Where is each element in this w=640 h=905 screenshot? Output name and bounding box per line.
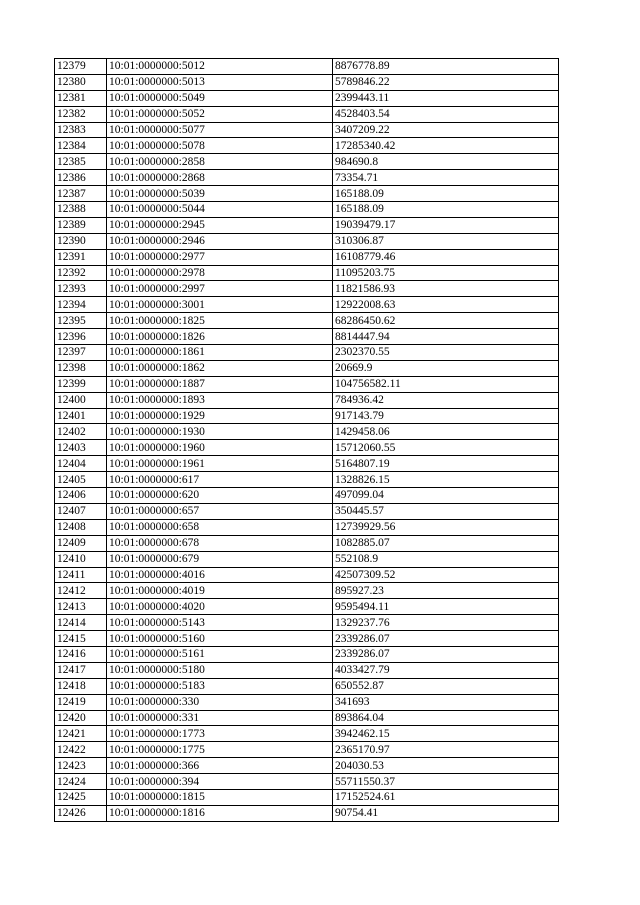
row-number-cell: 12424: [55, 774, 107, 790]
value-cell: 4033427.79: [333, 662, 559, 678]
row-number-cell: 12419: [55, 694, 107, 710]
row-number-cell: 12398: [55, 360, 107, 376]
value-cell: 310306.87: [333, 233, 559, 249]
row-number-cell: 12418: [55, 678, 107, 694]
value-cell: 104756582.11: [333, 376, 559, 392]
row-number-cell: 12407: [55, 503, 107, 519]
row-number-cell: 12390: [55, 233, 107, 249]
row-number-cell: 12389: [55, 217, 107, 233]
cadastral-number-cell: 10:01:0000000:366: [107, 758, 333, 774]
row-number-cell: 12403: [55, 440, 107, 456]
table-row: [55, 202, 559, 218]
table-row: [55, 694, 559, 710]
cadastral-number-cell: 10:01:0000000:1930: [107, 424, 333, 440]
table-row: [55, 360, 559, 376]
cadastral-number-cell: 10:01:0000000:1862: [107, 360, 333, 376]
cadastral-number-cell: 10:01:0000000:2977: [107, 249, 333, 265]
row-number-cell: 12393: [55, 281, 107, 297]
cadastral-number-cell: 10:01:0000000:5160: [107, 631, 333, 647]
value-cell: 204030.53: [333, 758, 559, 774]
cadastral-number-cell: 10:01:0000000:1861: [107, 345, 333, 361]
value-cell: 17285340.42: [333, 138, 559, 154]
table-row: [55, 551, 559, 567]
table-row: [55, 170, 559, 186]
value-cell: 12739929.56: [333, 519, 559, 535]
table-row: [55, 503, 559, 519]
cadastral-number-cell: 10:01:0000000:5044: [107, 202, 333, 218]
row-number-cell: 12425: [55, 789, 107, 805]
table-row: [55, 774, 559, 790]
value-cell: 1328826.15: [333, 472, 559, 488]
row-number-cell: 12382: [55, 106, 107, 122]
cadastral-number-cell: 10:01:0000000:5052: [107, 106, 333, 122]
value-cell: 2365170.97: [333, 742, 559, 758]
row-number-cell: 12397: [55, 345, 107, 361]
value-cell: 350445.57: [333, 503, 559, 519]
table-row: [55, 59, 559, 75]
table-row: [55, 789, 559, 805]
value-cell: 42507309.52: [333, 567, 559, 583]
row-number-cell: 12380: [55, 74, 107, 90]
table-row: [55, 726, 559, 742]
row-number-cell: 12388: [55, 202, 107, 218]
cadastral-number-cell: 10:01:0000000:1825: [107, 313, 333, 329]
cadastral-number-cell: 10:01:0000000:1773: [107, 726, 333, 742]
table-row: [55, 376, 559, 392]
table-row: [55, 440, 559, 456]
cadastral-number-cell: 10:01:0000000:5077: [107, 122, 333, 138]
cadastral-number-cell: 10:01:0000000:2858: [107, 154, 333, 170]
table-row: [55, 646, 559, 662]
value-cell: 12922008.63: [333, 297, 559, 313]
value-cell: 984690.8: [333, 154, 559, 170]
row-number-cell: 12385: [55, 154, 107, 170]
table-row: [55, 297, 559, 313]
table-row: [55, 154, 559, 170]
value-cell: 1082885.07: [333, 535, 559, 551]
row-number-cell: 12409: [55, 535, 107, 551]
value-cell: 784936.42: [333, 392, 559, 408]
value-cell: 20669.9: [333, 360, 559, 376]
value-cell: 5164807.19: [333, 456, 559, 472]
row-number-cell: 12386: [55, 170, 107, 186]
cadastral-number-cell: 10:01:0000000:331: [107, 710, 333, 726]
value-cell: 19039479.17: [333, 217, 559, 233]
value-cell: 2302370.55: [333, 345, 559, 361]
row-number-cell: 12404: [55, 456, 107, 472]
row-number-cell: 12415: [55, 631, 107, 647]
table-row: [55, 678, 559, 694]
cadastral-number-cell: 10:01:0000000:5039: [107, 186, 333, 202]
table-row: [55, 233, 559, 249]
cadastral-number-cell: 10:01:0000000:617: [107, 472, 333, 488]
table-row: [55, 599, 559, 615]
row-number-cell: 12414: [55, 615, 107, 631]
table-row: [55, 186, 559, 202]
cadastral-number-cell: 10:01:0000000:1893: [107, 392, 333, 408]
value-cell: 73354.71: [333, 170, 559, 186]
table-row: [55, 758, 559, 774]
row-number-cell: 12411: [55, 567, 107, 583]
table-row: [55, 106, 559, 122]
value-cell: 3942462.15: [333, 726, 559, 742]
cadastral-number-cell: 10:01:0000000:3001: [107, 297, 333, 313]
row-number-cell: 12379: [55, 59, 107, 75]
row-number-cell: 12387: [55, 186, 107, 202]
table-row: [55, 345, 559, 361]
value-cell: 68286450.62: [333, 313, 559, 329]
row-number-cell: 12392: [55, 265, 107, 281]
row-number-cell: 12421: [55, 726, 107, 742]
row-number-cell: 12399: [55, 376, 107, 392]
value-cell: 893864.04: [333, 710, 559, 726]
table-row: [55, 392, 559, 408]
cadastral-number-cell: 10:01:0000000:1775: [107, 742, 333, 758]
row-number-cell: 12417: [55, 662, 107, 678]
row-number-cell: 12420: [55, 710, 107, 726]
cadastral-number-cell: 10:01:0000000:4019: [107, 583, 333, 599]
cadastral-number-cell: 10:01:0000000:5143: [107, 615, 333, 631]
table-row: [55, 488, 559, 504]
row-number-cell: 12396: [55, 329, 107, 345]
table-row: [55, 456, 559, 472]
value-cell: 55711550.37: [333, 774, 559, 790]
value-cell: 16108779.46: [333, 249, 559, 265]
cadastral-number-cell: 10:01:0000000:2945: [107, 217, 333, 233]
table-row: [55, 710, 559, 726]
row-number-cell: 12426: [55, 805, 107, 821]
cadastral-number-cell: 10:01:0000000:5180: [107, 662, 333, 678]
value-cell: 917143.79: [333, 408, 559, 424]
cadastral-number-cell: 10:01:0000000:5161: [107, 646, 333, 662]
value-cell: 8814447.94: [333, 329, 559, 345]
cadastral-number-cell: 10:01:0000000:1929: [107, 408, 333, 424]
cadastral-number-cell: 10:01:0000000:5078: [107, 138, 333, 154]
table-row: [55, 74, 559, 90]
table-row: [55, 535, 559, 551]
table-row: [55, 615, 559, 631]
value-cell: 90754.41: [333, 805, 559, 821]
value-cell: 895927.23: [333, 583, 559, 599]
value-cell: 4528403.54: [333, 106, 559, 122]
row-number-cell: 12395: [55, 313, 107, 329]
table-row: [55, 217, 559, 233]
table-row: [55, 742, 559, 758]
table-row: [55, 265, 559, 281]
row-number-cell: 12400: [55, 392, 107, 408]
value-cell: 9595494.11: [333, 599, 559, 615]
row-number-cell: 12408: [55, 519, 107, 535]
table-body: [55, 59, 559, 822]
table-row: [55, 472, 559, 488]
row-number-cell: 12394: [55, 297, 107, 313]
cadastral-number-cell: 10:01:0000000:394: [107, 774, 333, 790]
cadastral-number-cell: 10:01:0000000:2946: [107, 233, 333, 249]
cadastral-number-cell: 10:01:0000000:5049: [107, 90, 333, 106]
cadastral-number-cell: 10:01:0000000:1816: [107, 805, 333, 821]
table-row: [55, 662, 559, 678]
table-row: [55, 805, 559, 821]
value-cell: 5789846.22: [333, 74, 559, 90]
row-number-cell: 12405: [55, 472, 107, 488]
cadastral-number-cell: 10:01:0000000:2868: [107, 170, 333, 186]
cadastral-number-cell: 10:01:0000000:679: [107, 551, 333, 567]
row-number-cell: 12422: [55, 742, 107, 758]
row-number-cell: 12381: [55, 90, 107, 106]
value-cell: 497099.04: [333, 488, 559, 504]
data-table: [54, 58, 559, 822]
value-cell: 1329237.76: [333, 615, 559, 631]
cadastral-number-cell: 10:01:0000000:330: [107, 694, 333, 710]
cadastral-number-cell: 10:01:0000000:1887: [107, 376, 333, 392]
row-number-cell: 12423: [55, 758, 107, 774]
cadastral-number-cell: 10:01:0000000:658: [107, 519, 333, 535]
row-number-cell: 12406: [55, 488, 107, 504]
value-cell: 15712060.55: [333, 440, 559, 456]
value-cell: 1429458.06: [333, 424, 559, 440]
table-row: [55, 424, 559, 440]
value-cell: 2339286.07: [333, 646, 559, 662]
row-number-cell: 12401: [55, 408, 107, 424]
cadastral-number-cell: 10:01:0000000:5013: [107, 74, 333, 90]
table-row: [55, 329, 559, 345]
value-cell: 165188.09: [333, 186, 559, 202]
cadastral-number-cell: 10:01:0000000:1815: [107, 789, 333, 805]
value-cell: 2399443.11: [333, 90, 559, 106]
row-number-cell: 12412: [55, 583, 107, 599]
table-row: [55, 313, 559, 329]
table-row: [55, 138, 559, 154]
row-number-cell: 12383: [55, 122, 107, 138]
table-row: [55, 567, 559, 583]
cadastral-number-cell: 10:01:0000000:2997: [107, 281, 333, 297]
cadastral-number-cell: 10:01:0000000:4020: [107, 599, 333, 615]
row-number-cell: 12410: [55, 551, 107, 567]
table-row: [55, 281, 559, 297]
cadastral-number-cell: 10:01:0000000:5183: [107, 678, 333, 694]
cadastral-number-cell: 10:01:0000000:620: [107, 488, 333, 504]
value-cell: 3407209.22: [333, 122, 559, 138]
table-row: [55, 408, 559, 424]
cadastral-number-cell: 10:01:0000000:4016: [107, 567, 333, 583]
value-cell: 165188.09: [333, 202, 559, 218]
table-row: [55, 90, 559, 106]
row-number-cell: 12391: [55, 249, 107, 265]
table-row: [55, 583, 559, 599]
value-cell: 11821586.93: [333, 281, 559, 297]
row-number-cell: 12402: [55, 424, 107, 440]
cadastral-number-cell: 10:01:0000000:5012: [107, 59, 333, 75]
row-number-cell: 12416: [55, 646, 107, 662]
row-number-cell: 12413: [55, 599, 107, 615]
cadastral-number-cell: 10:01:0000000:1961: [107, 456, 333, 472]
value-cell: 11095203.75: [333, 265, 559, 281]
value-cell: 2339286.07: [333, 631, 559, 647]
table-row: [55, 249, 559, 265]
value-cell: 650552.87: [333, 678, 559, 694]
value-cell: 552108.9: [333, 551, 559, 567]
cadastral-number-cell: 10:01:0000000:1826: [107, 329, 333, 345]
row-number-cell: 12384: [55, 138, 107, 154]
table-row: [55, 519, 559, 535]
cadastral-number-cell: 10:01:0000000:1960: [107, 440, 333, 456]
cadastral-number-cell: 10:01:0000000:657: [107, 503, 333, 519]
table-row: [55, 122, 559, 138]
cadastral-number-cell: 10:01:0000000:2978: [107, 265, 333, 281]
table-row: [55, 631, 559, 647]
value-cell: 341693: [333, 694, 559, 710]
value-cell: 17152524.61: [333, 789, 559, 805]
cadastral-number-cell: 10:01:0000000:678: [107, 535, 333, 551]
value-cell: 8876778.89: [333, 59, 559, 75]
